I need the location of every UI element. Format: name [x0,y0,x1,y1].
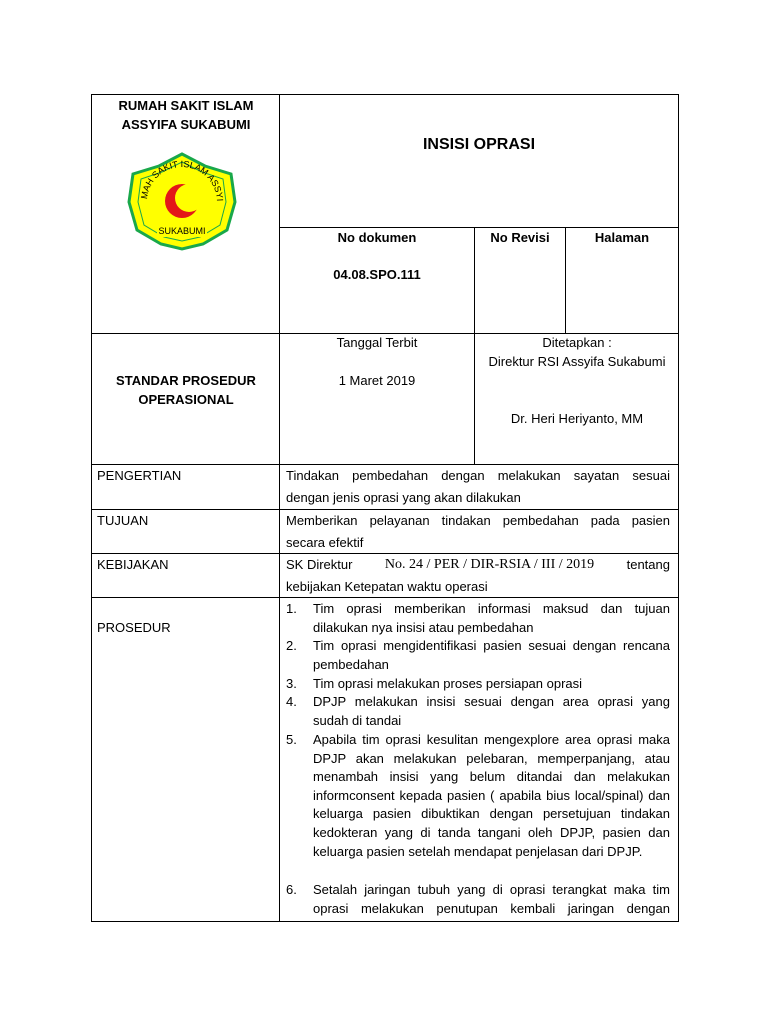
section-label-tujuan: TUJUAN [97,513,149,528]
procedure-item-number: 4. [286,694,297,709]
procedure-item [286,637,670,674]
kebijakan-line-2: kebijakan Ketepatan waktu operasi [286,579,488,594]
table-border [678,94,679,922]
sop-label: STANDAR PROSEDUR OPERASIONAL [116,373,256,407]
hospital-name: RUMAH SAKIT ISLAM ASSYIFA SUKABUMI [118,98,254,132]
approver-name: Dr. Heri Heriyanto, MM [510,411,644,426]
section-label-pengertian: PENGERTIAN [97,468,182,483]
tujuan-text [286,511,670,552]
table-border [91,464,679,465]
issue-date-value: 1 Maret 2019 [338,373,416,388]
procedure-item-text: Tim oprasi melakukan proses persiapan oprasi [313,676,583,691]
procedure-item-number: 3. [286,676,297,691]
pengertian-line-2: dengan jenis oprasi yang akan dilakukan [286,490,521,505]
procedure-item [286,693,670,730]
hospital-logo [123,152,241,252]
pengertian-text [286,466,670,507]
svg-text:SUKABUMI: SUKABUMI [158,226,206,236]
section-label-prosedur: PROSEDUR [97,620,171,635]
kebijakan-suffix: tentang [626,557,670,572]
svg-text:RUMAH SAKIT ISLAM ASSYIFA: MAH SAKIT ISLAM ASSYI [139,158,226,202]
doc-number-label: No dokumen [337,230,417,245]
procedure-item-number: 2. [286,638,297,653]
table-border [91,94,92,922]
revision-label: No Revisi [490,230,550,245]
doc-number-value: 04.08.SPO.111 [333,267,421,282]
table-border [91,921,679,922]
table-border [91,553,679,554]
pengertian-line-1: Tindakan pembedahan dengan melakukan sayatan sesuai [286,468,670,483]
kebijakan-text [286,555,670,596]
table-border [91,94,679,95]
issue-date-label: Tanggal Terbit [336,335,418,350]
sop-document [91,94,679,922]
procedure-item [286,731,670,861]
procedure-item [286,881,670,918]
approver-title: Direktur RSI Assyifa Sukabumi [488,354,666,369]
page-label: Halaman [594,230,650,245]
tujuan-line-2: secara efektif [286,535,364,550]
tujuan-line-1: Memberikan pelayanan tindakan pembedahan pada pasien [286,513,670,528]
procedure-item-text: Apabila tim oprasi kesulitan mengexplore area oprasi maka DPJP akan melakukan pelebaran, memperpanjang, atau menambah insisi yang belum ditandai dan melakukan informconsent kepada pasien ( apabila bius local/spinal) dan keluarga pasien dibuktikan dengan persetujuan tindakan kedokteran yang di tanda tangani oleh DPJP, pasien dan keluarga pasien setelah mendapat penjelasan dari DPJP. [313,732,670,859]
kebijakan-reference: No. 24 / PER / DIR-RSIA / III / 2019 [384,557,595,572]
procedure-item [286,675,670,694]
document-title: INSISI OPRASI [422,136,536,153]
procedure-item-number: 5. [286,732,297,747]
section-label-kebijakan: KEBIJAKAN [97,557,169,572]
procedure-item-number: 1. [286,601,297,616]
approved-label: Ditetapkan : [542,335,612,350]
kebijakan-prefix: SK Direktur [286,557,353,572]
table-border [91,597,679,598]
procedure-item-text: Tim oprasi memberikan informasi maksud dan tujuan dilakukan nya insisi atau pembedahan [313,601,670,635]
procedure-item-text: Setalah jaringan tubuh yang di oprasi terangkat maka tim oprasi melakukan penutupan kembali jaringan dengan [313,882,670,916]
kebijakan-line-1 [286,555,670,574]
table-border [279,94,280,922]
procedure-item-text: DPJP melakukan insisi sesuai dengan area oprasi yang sudah di tandai [313,694,670,728]
procedure-item-number: 6. [286,882,297,897]
procedure-item-text: Tim oprasi mengidentifikasi pasien sesuai dengan rencana pembedahan [313,638,670,672]
table-border [91,509,679,510]
procedure-item [286,600,670,637]
